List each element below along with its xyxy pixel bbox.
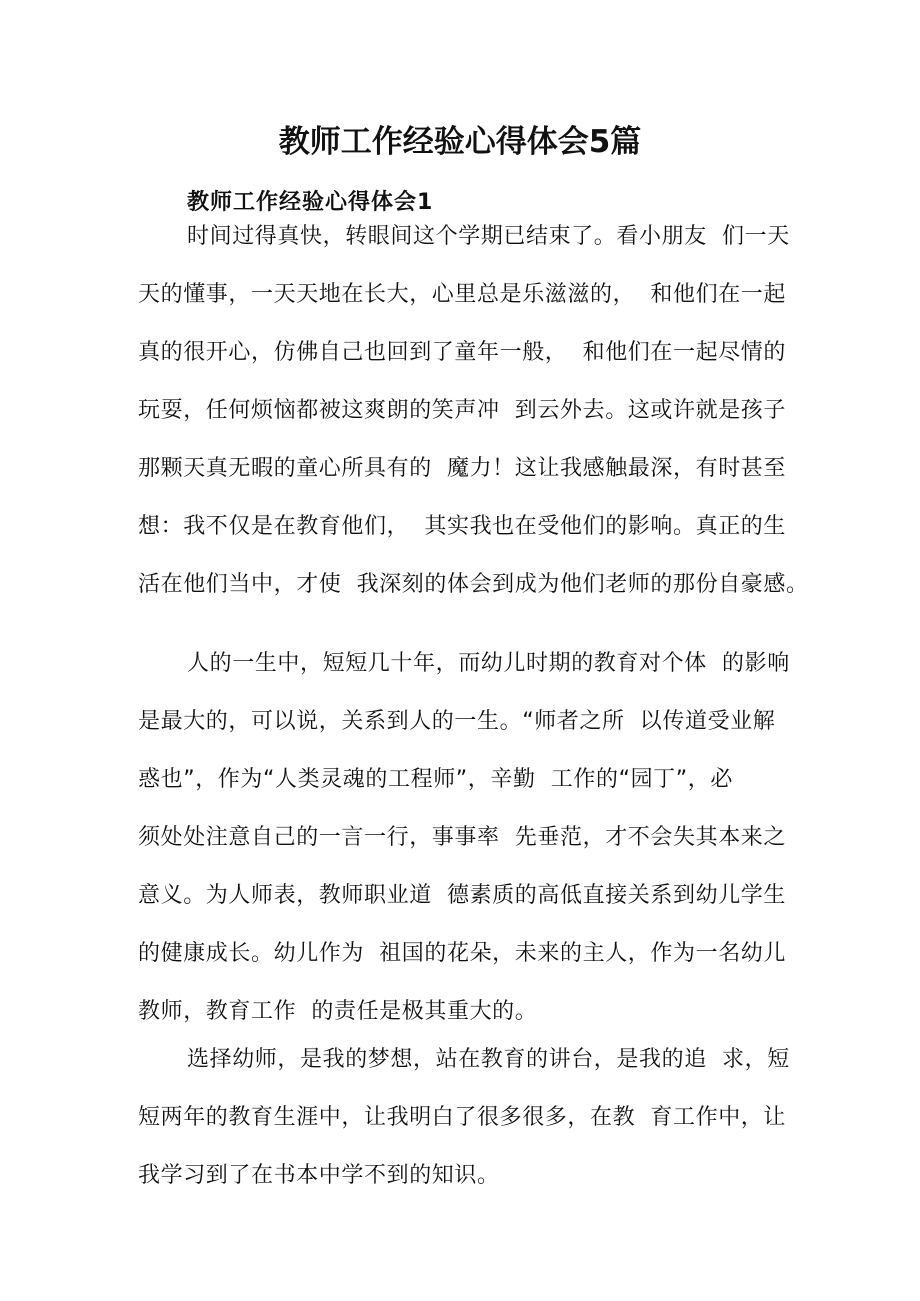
paragraph-line: 教师，教育工作 的责任是极其重大的。 <box>138 999 538 1024</box>
paragraph-line: 是最大的，可以说，关系到人的一生。“师者之所 以传道受业解 <box>138 709 776 734</box>
paragraph-line: 玩耍，任何烦恼都被这爽朗的笑声冲 到云外去。这或许就是孩子 <box>138 398 786 423</box>
paragraph-line: 那颗天真无暇的童心所具有的 魔力！这让我感触最深，有时甚至 <box>138 456 786 481</box>
paragraph-line: 真的很开心，仿佛自己也回到了童年一般， 和他们在一起尽情的 <box>138 340 786 365</box>
paragraph-line: 想：我不仅是在教育他们， 其实我也在受他们的影响。真正的生 <box>138 514 786 539</box>
paragraph-line: 意义。为人师表，教师职业道 德素质的高低直接关系到幼儿学生 <box>138 883 786 908</box>
paragraph-1 <box>138 208 809 614</box>
paragraph-line: 的健康成长。幼儿作为 祖国的花朵，未来的主人，作为一名幼儿 <box>138 941 786 966</box>
document-title: 教师工作经验心得体会5篇 <box>278 124 642 160</box>
paragraph-line: 选择幼师，是我的梦想，站在教育的讲台，是我的追 求，短 <box>187 1047 790 1072</box>
paragraph-line: 时间过得真快，转眼间这个学期已结束了。看小朋友 们一天 <box>187 224 790 249</box>
paragraph-line: 人的一生中，短短几十年，而幼儿时期的教育对个体 的影响 <box>187 651 790 676</box>
paragraph-line: 短两年的教育生涯中，让我明白了很多很多，在教 育工作中，让 <box>138 1105 786 1130</box>
paragraph-3 <box>138 1031 790 1205</box>
paragraph-line: 惑也”，作为“人类灵魂的工程师”，辛勤 工作的“园丁”，必 <box>138 767 733 792</box>
paragraph-line: 须处处注意自己的一言一行，事事率 先垂范，才不会失其本来之 <box>138 825 786 850</box>
paragraph-2 <box>138 635 790 1041</box>
paragraph-line: 天的懂事，一天天地在长大，心里总是乐滋滋的， 和他们在一起 <box>138 282 786 307</box>
paragraph-line: 我学习到了在书本中学不到的知识。 <box>138 1163 500 1188</box>
section-heading: 教师工作经验心得体会1 <box>187 190 434 215</box>
paragraph-line: 活在他们当中，才使 我深刻的体会到成为他们老师的那份自豪感。 <box>138 572 809 597</box>
